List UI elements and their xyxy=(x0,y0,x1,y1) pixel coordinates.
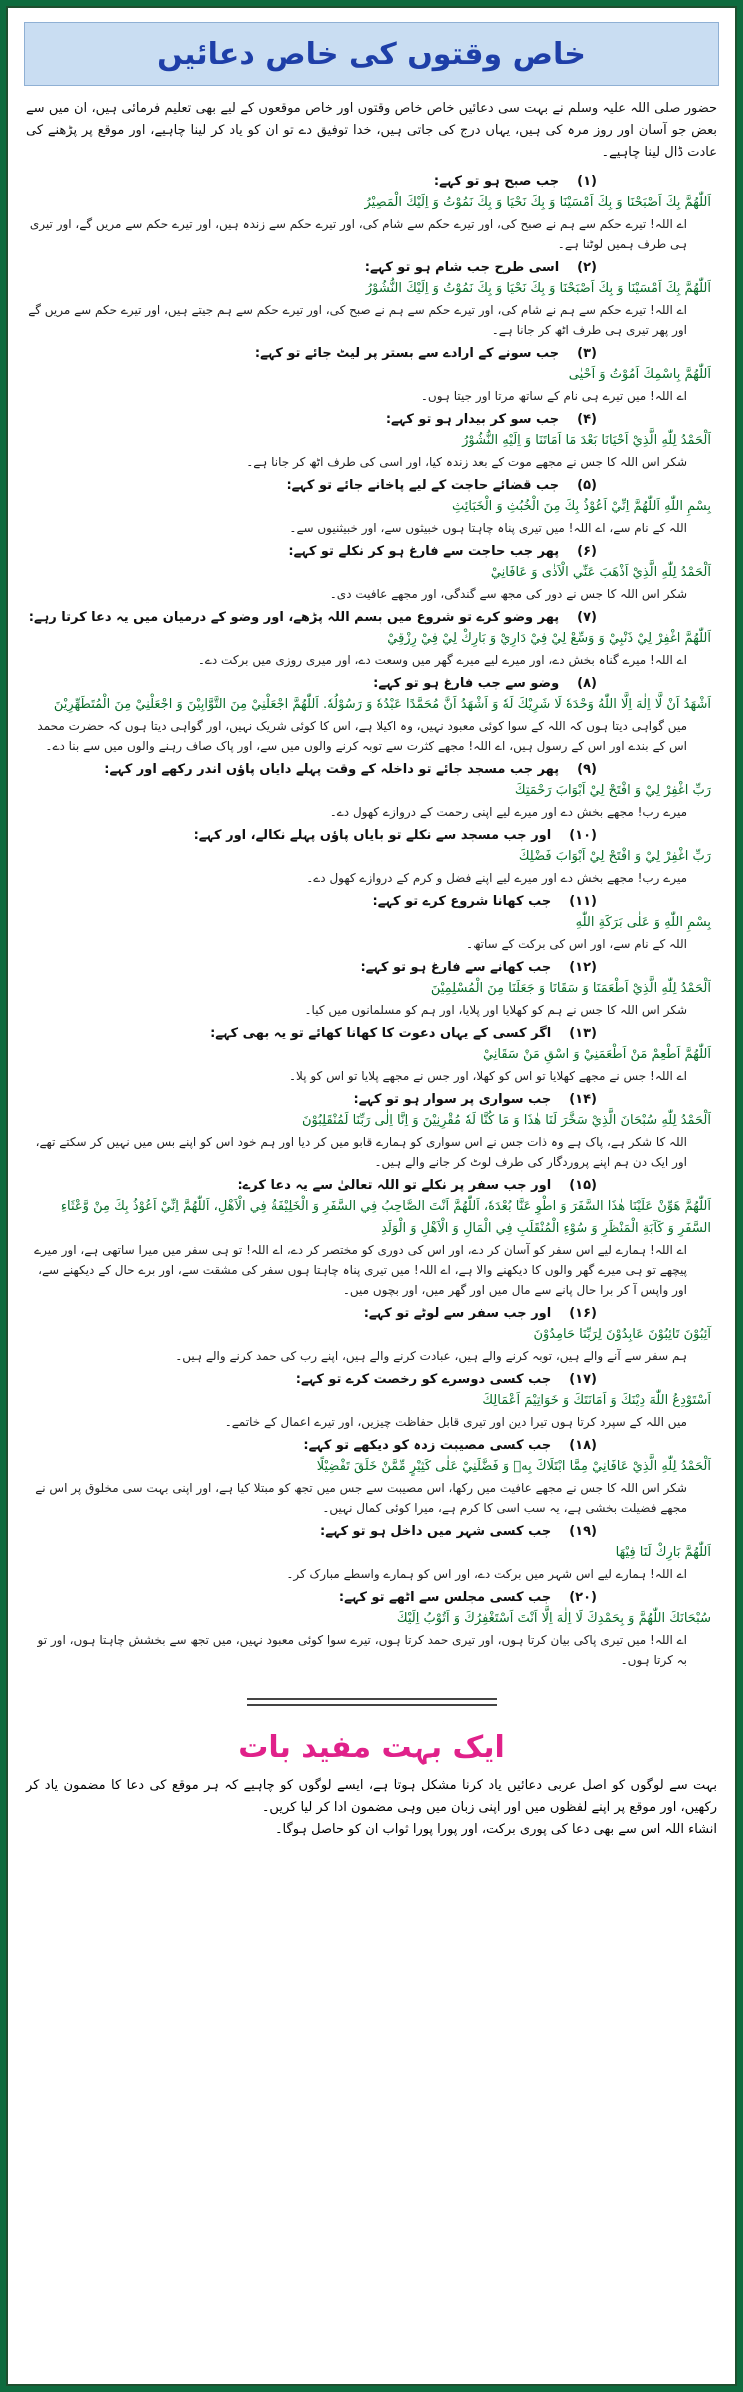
dua-heading-text: پھر جب مسجد جائے تو داخلہ کے وقت پہلے دایاں پاؤں اندر رکھے اور کہے: xyxy=(104,762,560,777)
dua-heading-text: جب کھانے سے فارغ ہو تو کہے: xyxy=(360,960,552,975)
dua-item xyxy=(26,826,717,888)
dua-arabic-text: اَلْحَمْدُ لِلّٰهِ الَّذِيْ عَافَانِيْ مِمَّا ابْتَلَاكَ بِهٖ وَ فَضَّلَنِيْ عَلٰى كَثِيْرٍ مِّمَّنْ خَلَقَ تَفْضِيْلًا xyxy=(316,1459,711,1474)
dua-heading-text: جب سو کر بیدار ہو تو کہے: xyxy=(385,412,560,427)
dua-heading-text: اگر کسی کے یہاں دعوت کا کھانا کھائے تو یہ بھی کہے: xyxy=(210,1026,552,1041)
dua-heading-text: جب کسی مجلس سے اٹھے تو کہے: xyxy=(338,1590,552,1605)
dua-translation: اللہ کا شکر ہے، پاک ہے وہ ذات جس نے اس سواری کو ہمارے قابو میں کر دیا اور ہم خود اس کو اپنے بس میں نہیں کر سکتے تھے، اور ایک دن ہم اپنے پروردگار کی طرف لوٹ کر جانے والے ہیں۔ xyxy=(35,1135,687,1169)
dua-item xyxy=(26,1522,717,1584)
dua-translation: اے اللہ! جس نے مجھے کھلایا تو اس کو کھلا، اور جس نے مجھے پلایا تو اس کو پلا۔ xyxy=(289,1069,687,1083)
dua-item xyxy=(26,1304,717,1366)
dua-number: (۱۱) xyxy=(569,894,597,909)
dua-number: (۵) xyxy=(577,478,597,493)
dua-arabic-text: اَللّٰهُمَّ بِكَ اَصْبَحْنَا وَ بِكَ اَمْسَيْنَا وَ بِكَ نَحْيَا وَ بِكَ نَمُوْتُ وَ اِلَيْكَ الْمَصِيْرُ xyxy=(364,195,711,210)
dua-heading xyxy=(26,608,717,628)
dua-heading xyxy=(26,1370,717,1390)
section-divider xyxy=(247,1698,497,1706)
dua-heading xyxy=(26,258,717,278)
page-title: خاص وقتوں کی خاص دعائیں xyxy=(157,36,586,72)
dua-item xyxy=(26,674,717,756)
dua-translation: میرے رب! مجھے بخش دے اور میرے لیے اپنی رحمت کے دروازے کھول دے۔ xyxy=(329,805,687,819)
dua-heading xyxy=(26,410,717,430)
dua-number: (۲) xyxy=(577,260,597,275)
dua-number: (۱۶) xyxy=(569,1306,597,1321)
dua-heading xyxy=(26,674,717,694)
article-body xyxy=(8,94,735,1670)
dua-number: (۱۵) xyxy=(569,1178,597,1193)
dua-item xyxy=(26,608,717,670)
dua-heading xyxy=(26,1588,717,1608)
dua-translation: اللہ کے نام سے، اے اللہ! میں تیری پناہ چاہتا ہوں خبیثوں سے، اور خبیثنیوں سے۔ xyxy=(289,521,687,535)
dua-item xyxy=(26,172,717,254)
dua-heading-text: اسی طرح جب شام ہو تو کہے: xyxy=(364,260,560,275)
closing-paragraph: انشاء اللہ اس سے بھی دعا کی پوری برکت، اور پورا پورا ثواب ان کو حاصل ہوگا۔ xyxy=(274,1822,717,1837)
dua-arabic-text: اَللّٰهُمَّ بِكَ اَمْسَيْنَا وَ بِكَ اَصْبَحْنَا وَ بِكَ نَحْيَا وَ بِكَ نَمُوْتُ وَ اِلَيْكَ النُّشُوْرُ xyxy=(365,281,711,296)
dua-item xyxy=(26,1370,717,1432)
dua-number: (۱۲) xyxy=(569,960,597,975)
dua-item xyxy=(26,258,717,340)
dua-list xyxy=(26,172,717,1670)
dua-heading xyxy=(26,1304,717,1324)
dua-arabic-text: اَلْحَمْدُ لِلّٰهِ الَّذِيْ اَحْيَانَا بَعْدَ مَا اَمَاتَنَا وَ اِلَيْهِ النُّشُوْرُ xyxy=(462,433,711,448)
dua-heading xyxy=(26,172,717,192)
dua-heading xyxy=(26,1522,717,1542)
dua-translation: شکر اس اللہ کا جس نے ہم کو کھلایا اور پلایا، اور ہم کو مسلمانوں میں کیا۔ xyxy=(304,1003,687,1017)
dua-item xyxy=(26,344,717,406)
section-title: ایک بہت مفید بات xyxy=(238,1730,505,1765)
dua-item xyxy=(26,760,717,822)
dua-heading-text: پھر جب حاجت سے فارغ ہو کر نکلے تو کہے: xyxy=(288,544,560,559)
dua-arabic-text: بِسْمِ اللّٰهِ وَ عَلٰى بَرَكَةِ اللّٰهِ xyxy=(575,915,711,930)
dua-item xyxy=(26,542,717,604)
dua-translation: میں گواہی دیتا ہوں کہ اللہ کے سوا کوئی معبود نہیں، وہ اکیلا ہے، اس کا کوئی شریک نہیں، اور گواہی دیتا ہوں کہ حضرت محمد اس کے بندے اور اس کے رسول ہیں، اے اللہ! مجھے کثرت سے توبہ کرنے والوں میں سے، اور پاک صاف رہنے والوں میں سے بنا دے۔ xyxy=(37,719,687,753)
dua-translation: اے اللہ! میرے گناہ بخش دے، اور میرے لیے میرے گھر میں وسعت دے، اور میری روزی میں برکت دے۔ xyxy=(197,653,687,667)
dua-arabic-text: آئِبُوْنَ تَائِبُوْنَ عَابِدُوْنَ لِرَبِّنَا حَامِدُوْنَ xyxy=(533,1327,711,1342)
dua-item xyxy=(26,1436,717,1518)
dua-heading xyxy=(26,892,717,912)
dua-item xyxy=(26,1176,717,1300)
closing-section xyxy=(8,1775,735,1841)
page xyxy=(6,6,737,2386)
divider-line xyxy=(247,1698,497,1700)
dua-arabic-text: اَللّٰهُمَّ اغْفِرْ لِيْ ذَنْبِيْ وَ وَسِّعْ لِيْ فِيْ دَارِيْ وَ بَارِكْ لِيْ فِيْ رِزْقِيْ xyxy=(387,631,711,646)
dua-heading xyxy=(26,760,717,780)
dua-heading-text: جب کسی شہر میں داخل ہو تو کہے: xyxy=(320,1524,552,1539)
dua-heading xyxy=(26,958,717,978)
dua-heading xyxy=(26,1436,717,1456)
dua-heading-text: جب کسی مصیبت زدہ کو دیکھے تو کہے: xyxy=(303,1438,552,1453)
dua-number: (۶) xyxy=(577,544,597,559)
dua-arabic-text: اَللّٰهُمَّ بَارِكْ لَنَا فِيْهَا xyxy=(615,1545,711,1560)
dua-number: (۱) xyxy=(577,174,597,189)
dua-translation: شکر اس اللہ کا جس نے مجھے موت کے بعد زندہ کیا، اور اسی کی طرف اٹھ کر جانا ہے۔ xyxy=(246,455,687,469)
dua-heading-text: اور جب سفر پر نکلے تو اللہ تعالیٰ سے یہ دعا کرے: xyxy=(237,1178,552,1193)
dua-item xyxy=(26,958,717,1020)
dua-heading-text: جب کھانا شروع کرے تو کہے: xyxy=(372,894,552,909)
dua-heading-text: جب کسی دوسرے کو رخصت کرے تو کہے: xyxy=(295,1372,552,1387)
dua-item xyxy=(26,410,717,472)
dua-heading-text: پھر وضو کرے تو شروع میں بسم اللہ پڑھے، اور وضو کے درمیان میں یہ دعا کرتا رہے: xyxy=(28,610,560,625)
dua-number: (۱۰) xyxy=(569,828,597,843)
dua-arabic-text: اَلْحَمْدُ لِلّٰهِ سُبْحَانَ الَّذِيْ سَخَّرَ لَنَا هٰذَا وَ مَا كُنَّا لَهٗ مُقْرِنِيْنَ وَ اِنَّا اِلٰى رَبِّنَا لَمُنْقَلِبُوْنَ xyxy=(301,1113,711,1128)
dua-arabic-text: رَبِّ اغْفِرْ لِيْ وَ افْتَحْ لِيْ اَبْوَابَ رَحْمَتِكَ xyxy=(514,783,711,798)
divider-line xyxy=(247,1704,497,1706)
dua-item xyxy=(26,1090,717,1172)
dua-item xyxy=(26,476,717,538)
dua-arabic-text: اَشْهَدُ اَنْ لَّا اِلٰهَ اِلَّا اللّٰهُ وَحْدَهٗ لَا شَرِيْكَ لَهٗ وَ اَشْهَدُ اَنَّ مُحَمَّدًا عَبْدُهٗ وَ رَسُوْلُهٗ. اَللّٰهُمَّ اجْعَلْنِيْ مِنَ التَّوَّابِيْنَ وَ اجْعَلْنِيْ مِنَ الْمُتَطَهِّرِيْنَ xyxy=(53,697,711,712)
dua-translation: اے اللہ! میں تیرے ہی نام کے ساتھ مرتا اور جیتا ہوں۔ xyxy=(420,389,687,403)
dua-translation: اللہ کے نام سے، اور اس کی برکت کے ساتھ۔ xyxy=(466,937,687,951)
title-banner xyxy=(24,22,719,86)
dua-translation: شکر اس اللہ کا جس نے دور کی مجھ سے گندگی، اور مجھے عافیت دی۔ xyxy=(329,587,687,601)
dua-item xyxy=(26,892,717,954)
dua-number: (۱۷) xyxy=(569,1372,597,1387)
dua-heading-text: جب سواری پر سوار ہو تو کہے: xyxy=(353,1092,552,1107)
dua-translation: اے اللہ! تیرے حکم سے ہم نے صبح کی، اور تیرے حکم سے شام کی، اور تیرے حکم سے زندہ ہیں، اور تیرے حکم سے مریں گے، اور تیری ہی طرف ہمیں لوٹنا ہے۔ xyxy=(29,217,687,251)
dua-number: (۹) xyxy=(577,762,597,777)
dua-heading xyxy=(26,826,717,846)
dua-heading-text: اور جب مسجد سے نکلے تو بایاں پاؤں پہلے نکالے، اور کہے: xyxy=(193,828,552,843)
dua-heading-text: جب صبح ہو تو کہے: xyxy=(433,174,560,189)
intro-paragraph: حضور صلی اللہ علیہ وسلم نے بہت سی دعائیں خاص خاص وقتوں اور خاص موقعوں کے لیے بھی تعلیم فرمائی ہیں، ان میں سے بعض جو آسان اور روز مرہ کی ہیں، یہاں درج کی جاتی ہیں، خدا توفیق دے تو ان کو یاد کر لینا چاہیے، اور موقع پر پڑھنے کی عادت ڈال لینا چاہیے۔ xyxy=(26,101,717,160)
dua-translation: اے اللہ! تیرے حکم سے ہم نے شام کی، اور تیرے حکم سے ہم نے صبح کی، اور تیرے حکم سے ہم جیتے ہیں، اور تیرے حکم سے مریں گے اور پھر تیری ہی طرف اٹھ کر جانا ہے۔ xyxy=(28,303,687,337)
dua-arabic-text: اَللّٰهُمَّ هَوِّنْ عَلَيْنَا هٰذَا السَّفَرَ وَ اطْوِ عَنَّا بُعْدَهٗ، اَللّٰهُمَّ اَنْتَ الصَّاحِبُ فِي السَّفَرِ وَ الْخَلِيْفَةُ فِي الْاَهْلِ، اَللّٰهُمَّ اِنِّيْ اَعُوْذُ بِكَ مِنْ وَّعْثَاءِ السَّفَرِ وَ كَآبَةِ الْمَنْظَرِ وَ سُوْءِ الْمُنْقَلَبِ فِي الْمَالِ وَ الْاَهْلِ وَ الْوَلَدِ xyxy=(60,1199,711,1236)
dua-translation: ہم سفر سے آنے والے ہیں، توبہ کرنے والے ہیں، عبادت کرنے والے ہیں، اپنے رب کی حمد کرنے والے ہیں۔ xyxy=(175,1349,687,1363)
dua-arabic-text: رَبِّ اغْفِرْ لِيْ وَ افْتَحْ لِيْ اَبْوَابَ فَضْلِكَ xyxy=(518,849,711,864)
dua-number: (۱۴) xyxy=(569,1092,597,1107)
dua-translation: اے اللہ! ہمارے لیے اس شہر میں برکت دے، اور اس کو ہمارے واسطے مبارک کر۔ xyxy=(286,1567,687,1581)
dua-arabic-text: اَللّٰهُمَّ اَطْعِمْ مَنْ اَطْعَمَنِيْ وَ اسْقِ مَنْ سَقَانِيْ xyxy=(482,1047,711,1062)
dua-heading-text: اور جب سفر سے لوٹے تو کہے: xyxy=(363,1306,552,1321)
dua-translation: اے اللہ! ہمارے لیے اس سفر کو آسان کر دے، اور اس کی دوری کو مختصر کر دے، اے اللہ! تو ہی سفر میں میرا ساتھی ہے، اور میرے پیچھے تو ہی میرے گھر والوں کا دیکھنے والا ہے، اے اللہ! میں تیری پناہ چاہتا ہوں سفر کی مشقت سے، اور برے حال کے دیکھنے سے، اور واپس آ کر برا حال پانے سے مال میں اور گھر میں، اور بچوں میں۔ xyxy=(34,1243,687,1297)
dua-translation: شکر اس اللہ کا جس نے مجھے عافیت میں رکھا، اس مصیبت سے جس میں تجھ کو مبتلا کیا ہے، اور اپنی بہت سی مخلوق پر اس نے مجھے فضیلت بخشی ہے، یہ سب اسی کا کرم ہے، میرا کوئی کمال نہیں۔ xyxy=(35,1481,687,1515)
dua-arabic-text: اَلْحَمْدُ لِلّٰهِ الَّذِيْ اَذْهَبَ عَنِّي الْاَذٰى وَ عَافَانِيْ xyxy=(490,565,711,580)
dua-number: (۴) xyxy=(577,412,597,427)
dua-number: (۱۹) xyxy=(569,1524,597,1539)
dua-heading xyxy=(26,542,717,562)
dua-arabic-text: اَلْحَمْدُ لِلّٰهِ الَّذِيْ اَطْعَمَنَا وَ سَقَانَا وَ جَعَلَنَا مِنَ الْمُسْلِمِيْنَ xyxy=(430,981,711,996)
dua-arabic-text: اَسْتَوْدِعُ اللّٰهَ دِيْنَكَ وَ اَمَانَتَكَ وَ خَوَاتِيْمَ اَعْمَالِكَ xyxy=(482,1393,711,1408)
dua-number: (۸) xyxy=(577,676,597,691)
dua-heading xyxy=(26,1090,717,1110)
dua-translation: میرے رب! مجھے بخش دے اور میرے لیے اپنے فضل و کرم کے دروازے کھول دے۔ xyxy=(306,871,687,885)
dua-heading xyxy=(26,1024,717,1044)
dua-heading xyxy=(26,1176,717,1196)
dua-number: (۲۰) xyxy=(569,1590,597,1605)
dua-heading-text: جب سونے کے ارادے سے بستر پر لیٹ جائے تو کہے: xyxy=(254,346,560,361)
dua-heading xyxy=(26,476,717,496)
dua-number: (۱۳) xyxy=(569,1026,597,1041)
dua-arabic-text: اَللّٰهُمَّ بِاسْمِكَ اَمُوْتُ وَ اَحْيٰى xyxy=(568,367,711,382)
dua-translation: میں اللہ کے سپرد کرتا ہوں تیرا دین اور تیری قابل حفاظت چیزیں، اور تیرے اعمال کے خاتمے۔ xyxy=(224,1415,687,1429)
dua-number: (۱۸) xyxy=(569,1438,597,1453)
dua-item xyxy=(26,1588,717,1670)
dua-number: (۳) xyxy=(577,346,597,361)
dua-item xyxy=(26,1024,717,1086)
dua-number: (۷) xyxy=(577,610,597,625)
dua-translation: اے اللہ! میں تیری پاکی بیان کرتا ہوں، اور تیری حمد کرتا ہوں، تیرے سوا کوئی معبود نہیں، میں تجھ سے بخشش چاہتا ہوں، اور تو بہ کرتا ہوں۔ xyxy=(37,1633,687,1667)
dua-heading-text: جب قضائے حاجت کے لیے پاخانے جائے تو کہے: xyxy=(286,478,560,493)
dua-arabic-text: بِسْمِ اللّٰهِ اَللّٰهُمَّ اِنِّيْ اَعُوْذُ بِكَ مِنَ الْخُبُثِ وَ الْخَبَائِثِ xyxy=(452,499,711,514)
closing-paragraph: بہت سے لوگوں کو اصل عربی دعائیں یاد کرنا مشکل ہوتا ہے، ایسے لوگوں کو چاہیے کہ ہر موقع کی دعا کا مضمون یاد کر رکھیں، اور موقع پر اپنے لفظوں میں اور اپنی زبان میں وہی مضمون ادا کر لیا کریں۔ xyxy=(26,1778,717,1815)
dua-heading xyxy=(26,344,717,364)
dua-arabic-text: سُبْحَانَكَ اللّٰهُمَّ وَ بِحَمْدِكَ لَا اِلٰهَ اِلَّا اَنْتَ اَسْتَغْفِرُكَ وَ اَتُوْبُ اِلَيْكَ xyxy=(396,1611,711,1626)
dua-heading-text: وضو سے جب فارغ ہو تو کہے: xyxy=(373,676,560,691)
